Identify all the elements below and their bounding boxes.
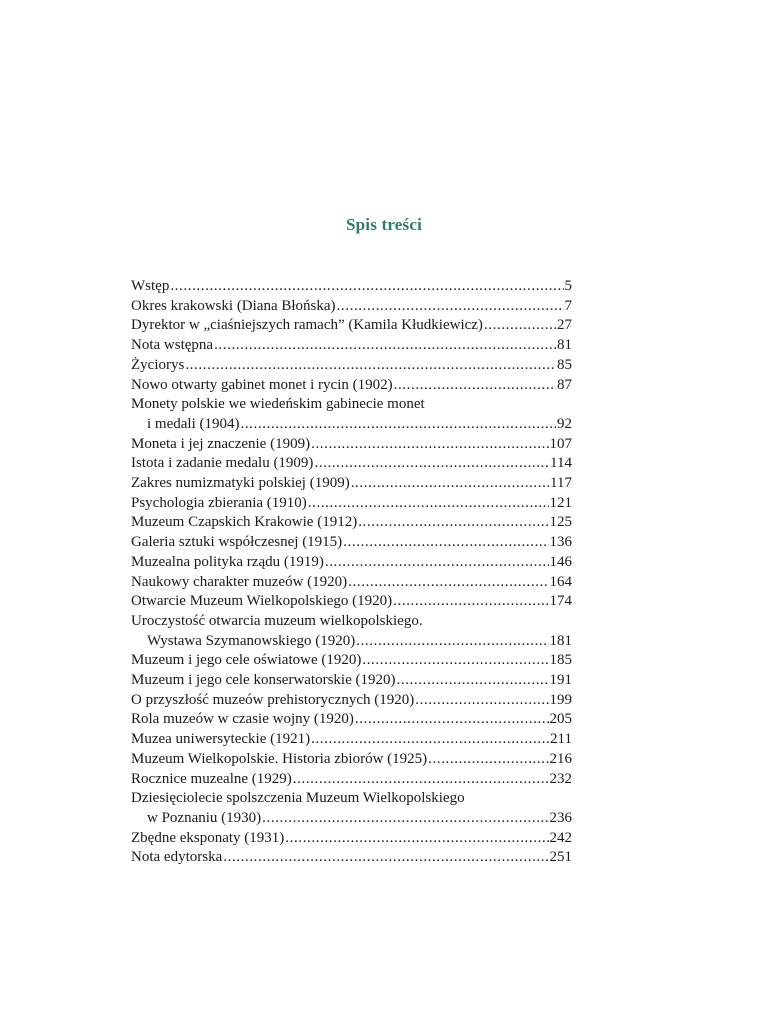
toc-page-number: 117 bbox=[550, 475, 572, 492]
dot-leader bbox=[356, 632, 548, 652]
toc-entry[interactable] bbox=[131, 612, 572, 651]
toc-page-number: 164 bbox=[549, 573, 572, 590]
toc-entry-title: O przyszłość muzeów prehistorycznych (1920) bbox=[131, 691, 415, 708]
dot-leader bbox=[285, 829, 548, 849]
toc-entry-title: w Poznaniu (1930) bbox=[147, 809, 262, 826]
dot-leader bbox=[170, 277, 563, 297]
table-of-contents bbox=[131, 277, 572, 868]
dot-leader bbox=[223, 848, 548, 868]
toc-page-number: 114 bbox=[550, 455, 572, 472]
toc-entry[interactable] bbox=[131, 710, 572, 730]
toc-entry[interactable] bbox=[131, 789, 572, 828]
toc-entry-title: Uroczystość otwarcia muzeum wielkopolskiego. bbox=[131, 612, 423, 629]
toc-page-number: 232 bbox=[549, 770, 572, 787]
dot-leader bbox=[325, 553, 549, 573]
toc-entry[interactable] bbox=[131, 651, 572, 671]
toc-entry-title: Rocznice muzealne (1929) bbox=[131, 770, 292, 787]
toc-page-number: 242 bbox=[549, 829, 572, 846]
toc-page-number: 136 bbox=[549, 534, 572, 551]
toc-entry-title: Życiorys bbox=[131, 356, 185, 373]
toc-entry[interactable] bbox=[131, 691, 572, 711]
toc-entry-title: Nota wstępna bbox=[131, 337, 214, 354]
toc-page-number: 107 bbox=[549, 435, 572, 452]
dot-leader bbox=[358, 513, 548, 533]
toc-entry-title: Istota i zadanie medalu (1909) bbox=[131, 455, 314, 472]
toc-page-number: 7 bbox=[564, 297, 572, 314]
toc-entry-title: Naukowy charakter muzeów (1920) bbox=[131, 573, 348, 590]
dot-leader bbox=[314, 454, 549, 474]
toc-entry-title: Nota edytorska bbox=[131, 849, 223, 866]
dot-leader bbox=[214, 336, 556, 356]
toc-entry-title: Nowo otwarty gabinet monet i rycin (1902) bbox=[131, 376, 393, 393]
dot-leader bbox=[351, 474, 549, 494]
toc-entry[interactable] bbox=[131, 770, 572, 790]
dot-leader bbox=[415, 691, 548, 711]
toc-page-number: 85 bbox=[557, 356, 572, 373]
toc-page-number: 146 bbox=[549, 553, 572, 570]
toc-entry-title: Muzea uniwersyteckie (1921) bbox=[131, 731, 311, 748]
toc-entry-title: Monety polskie we wiedeńskim gabinecie monet bbox=[131, 396, 425, 413]
toc-entry[interactable] bbox=[131, 513, 572, 533]
toc-page-number: 81 bbox=[557, 337, 572, 354]
toc-entry[interactable] bbox=[131, 750, 572, 770]
dot-leader bbox=[343, 533, 548, 553]
toc-entry-title: Dziesięciolecie spolszczenia Muzeum Wielkopolskiego bbox=[131, 790, 465, 807]
toc-page-number: 121 bbox=[549, 494, 572, 511]
dot-leader bbox=[394, 376, 556, 396]
toc-entry[interactable] bbox=[131, 376, 572, 396]
toc-entry-title: Psychologia zbierania (1910) bbox=[131, 494, 307, 511]
toc-entry[interactable] bbox=[131, 829, 572, 849]
dot-leader bbox=[308, 494, 549, 514]
dot-leader bbox=[240, 415, 556, 435]
dot-leader bbox=[262, 809, 548, 829]
toc-entry[interactable] bbox=[131, 395, 572, 434]
toc-page-number: 205 bbox=[549, 711, 572, 728]
toc-entry[interactable] bbox=[131, 848, 572, 868]
dot-leader bbox=[393, 592, 548, 612]
toc-page-number: 174 bbox=[549, 593, 572, 610]
toc-page-number: 87 bbox=[557, 376, 572, 393]
toc-entry[interactable] bbox=[131, 336, 572, 356]
page-title: Spis treści bbox=[345, 215, 423, 234]
toc-page-number: 27 bbox=[557, 317, 572, 334]
toc-page-number: 181 bbox=[549, 632, 572, 649]
dot-leader bbox=[355, 710, 549, 730]
dot-leader bbox=[185, 356, 556, 376]
dot-leader bbox=[337, 297, 564, 317]
toc-page-number: 125 bbox=[549, 514, 572, 531]
toc-entry[interactable] bbox=[131, 494, 572, 514]
toc-entry[interactable] bbox=[131, 592, 572, 612]
toc-entry-title: Muzeum i jego cele oświatowe (1920) bbox=[131, 652, 362, 669]
toc-entry-title: Wstęp bbox=[131, 278, 170, 294]
toc-entry-title: Galeria sztuki współczesnej (1915) bbox=[131, 534, 343, 551]
toc-entry[interactable] bbox=[131, 454, 572, 474]
toc-page-number: 236 bbox=[549, 809, 572, 826]
dot-leader bbox=[428, 750, 548, 770]
dot-leader bbox=[293, 770, 549, 790]
toc-page-number: 92 bbox=[557, 415, 572, 432]
dot-leader bbox=[348, 573, 548, 593]
dot-leader bbox=[311, 435, 548, 455]
toc-entry-title: Muzealna polityka rządu (1919) bbox=[131, 553, 324, 570]
toc-entry-title: Wystawa Szymanowskiego (1920) bbox=[147, 632, 356, 649]
toc-entry-title: Zakres numizmatyki polskiej (1909) bbox=[131, 475, 350, 492]
toc-entry[interactable] bbox=[131, 573, 572, 593]
toc-entry[interactable] bbox=[131, 671, 572, 691]
toc-entry-title: i medali (1904) bbox=[147, 415, 240, 432]
dot-leader bbox=[311, 730, 549, 750]
toc-entry-title: Muzeum Czapskich Krakowie (1912) bbox=[131, 514, 358, 531]
toc-page-number: 211 bbox=[550, 731, 572, 748]
toc-entry[interactable] bbox=[131, 730, 572, 750]
dot-leader bbox=[362, 651, 548, 671]
toc-entry-title: Okres krakowski (Diana Błońska) bbox=[131, 297, 336, 314]
toc-page-number: 216 bbox=[549, 750, 572, 767]
toc-entry-title: Dyrektor w „ciaśniejszych ramach” (Kamila Kłudkiewicz) bbox=[131, 317, 483, 334]
toc-entry[interactable] bbox=[131, 356, 572, 376]
toc-page-number: 191 bbox=[549, 672, 572, 689]
toc-entry-title: Moneta i jej znaczenie (1909) bbox=[131, 435, 311, 452]
toc-entry[interactable] bbox=[131, 297, 572, 317]
toc-entry[interactable] bbox=[131, 533, 572, 553]
dot-leader bbox=[484, 316, 556, 336]
toc-entry-title: Otwarcie Muzeum Wielkopolskiego (1920) bbox=[131, 593, 393, 610]
toc-page-number: 185 bbox=[549, 652, 572, 669]
toc-entry[interactable] bbox=[131, 316, 572, 336]
toc-entry-title: Muzeum i jego cele konserwatorskie (1920) bbox=[131, 672, 396, 689]
toc-page-number: 5 bbox=[564, 278, 572, 294]
toc-page-number: 199 bbox=[549, 691, 572, 708]
toc-entry[interactable] bbox=[131, 435, 572, 455]
toc-entry[interactable] bbox=[131, 277, 572, 297]
toc-entry-title: Muzeum Wielkopolskie. Historia zbiorów (1925) bbox=[131, 750, 428, 767]
toc-entry[interactable] bbox=[131, 474, 572, 494]
dot-leader bbox=[397, 671, 549, 691]
toc-page-number: 251 bbox=[549, 849, 572, 866]
toc-entry[interactable] bbox=[131, 553, 572, 573]
toc-entry-title: Zbędne eksponaty (1931) bbox=[131, 829, 285, 846]
toc-entry-title: Rola muzeów w czasie wojny (1920) bbox=[131, 711, 354, 728]
